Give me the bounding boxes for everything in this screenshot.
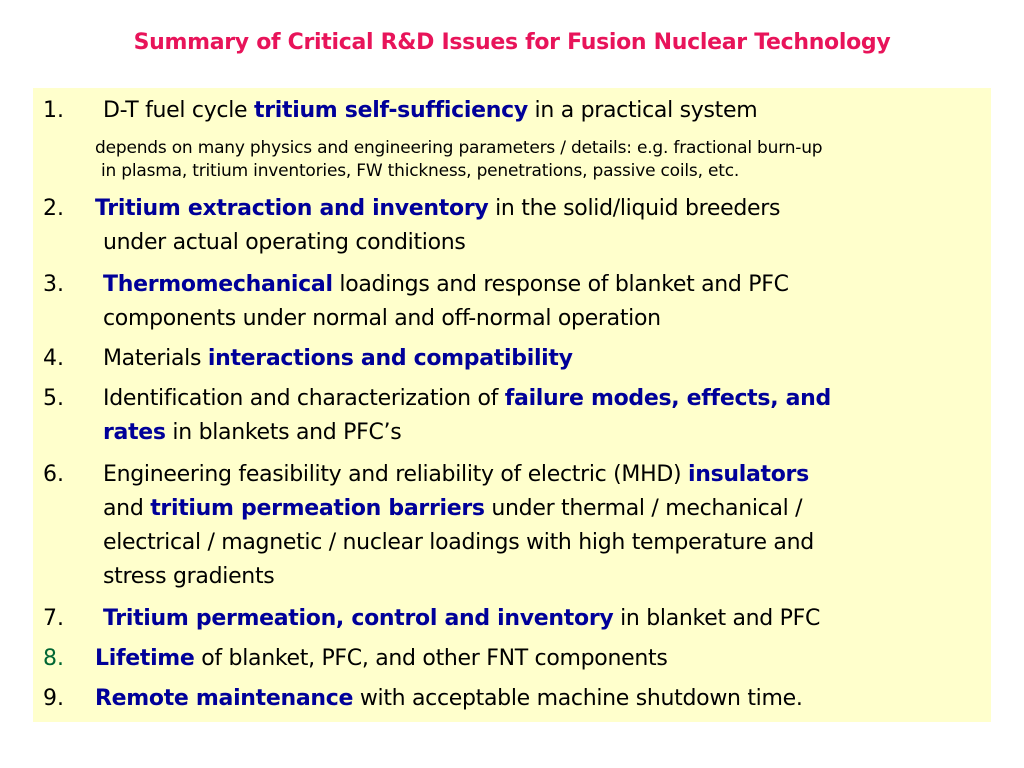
item-6-line-4: stress gradients (103, 564, 275, 589)
item-4-line-1-pre: Materials (103, 346, 208, 371)
item-6-line-1-highlight: insulators (687, 462, 809, 487)
item-2-line-2: under actual operating conditions (103, 230, 466, 255)
item-3-line-1-highlight: Thermomechanical (103, 272, 333, 297)
item-5-number: 5. (43, 386, 64, 411)
item-7-line-1 (103, 606, 820, 631)
item-2-line-1-post: in the solid/liquid breeders (488, 196, 781, 221)
item-8-number: 8. (43, 646, 64, 671)
item-3-line-1-post: loadings and response of blanket and PFC (332, 272, 789, 297)
item-6-line-2-pre: and (103, 496, 151, 521)
item-8-line-1-highlight: Lifetime (95, 646, 195, 671)
item-9-number: 9. (43, 686, 64, 711)
item-4-line-1 (103, 346, 573, 371)
item-6-line-2 (103, 496, 802, 521)
item-1-number: 1. (43, 98, 64, 123)
item-8-line-1-post: of blanket, PFC, and other FNT components (194, 646, 668, 671)
item-5-line-2 (103, 420, 401, 445)
item-3-line-2: components under normal and off-normal operation (103, 306, 661, 331)
item-6-line-2-highlight: tritium permeation barriers (150, 496, 485, 521)
item-1-line-1-pre: D-T fuel cycle (103, 98, 254, 123)
item-1-line-1-post: in a practical system (527, 98, 758, 123)
item-2-line-1-highlight: Tritium extraction and inventory (95, 196, 489, 221)
item-1-line-1-highlight: tritium self-sufficiency (253, 98, 528, 123)
item-7-line-1-post: in blanket and PFC (613, 606, 821, 631)
item-5-line-2-post: in blankets and PFC’s (165, 420, 402, 445)
item-5-line-1-highlight: failure modes, effects, and (504, 386, 831, 411)
item-1-note-line-2: in plasma, tritium inventories, FW thickness, penetrations, passive coils, etc. (101, 161, 740, 181)
item-6-line-1 (103, 462, 809, 487)
item-2-line-1 (95, 196, 780, 221)
item-9-line-1-highlight: Remote maintenance (95, 686, 354, 711)
item-4-line-1-highlight: interactions and compatibility (207, 346, 573, 371)
item-5-line-2-highlight: rates (103, 420, 166, 445)
item-7-line-1-highlight: Tritium permeation, control and inventory (103, 606, 614, 631)
slide-title: Summary of Critical R&D Issues for Fusion Nuclear Technology (133, 30, 891, 55)
item-6-line-2-post: under thermal / mechanical / (484, 496, 803, 521)
item-3-number: 3. (43, 272, 64, 297)
item-4-number: 4. (43, 346, 64, 371)
item-5-line-1 (103, 386, 831, 411)
item-6-line-3: electrical / magnetic / nuclear loadings with high temperature and (103, 530, 814, 555)
item-9-line-1 (95, 686, 803, 711)
item-3-line-1 (103, 272, 789, 297)
item-1-line-1 (103, 98, 757, 123)
item-6-line-1-pre: Engineering feasibility and reliability of electric (MHD) (103, 462, 688, 487)
issues-list-panel (33, 88, 991, 722)
item-1-note-line-1: depends on many physics and engineering parameters / details: e.g. fractional burn-up (95, 138, 823, 158)
item-9-line-1-post: with acceptable machine shutdown time. (353, 686, 803, 711)
item-8-line-1 (95, 646, 667, 671)
item-2-number: 2. (43, 196, 64, 221)
item-6-number: 6. (43, 462, 64, 487)
item-7-number: 7. (43, 606, 64, 631)
item-5-line-1-pre: Identification and characterization of (103, 386, 505, 411)
